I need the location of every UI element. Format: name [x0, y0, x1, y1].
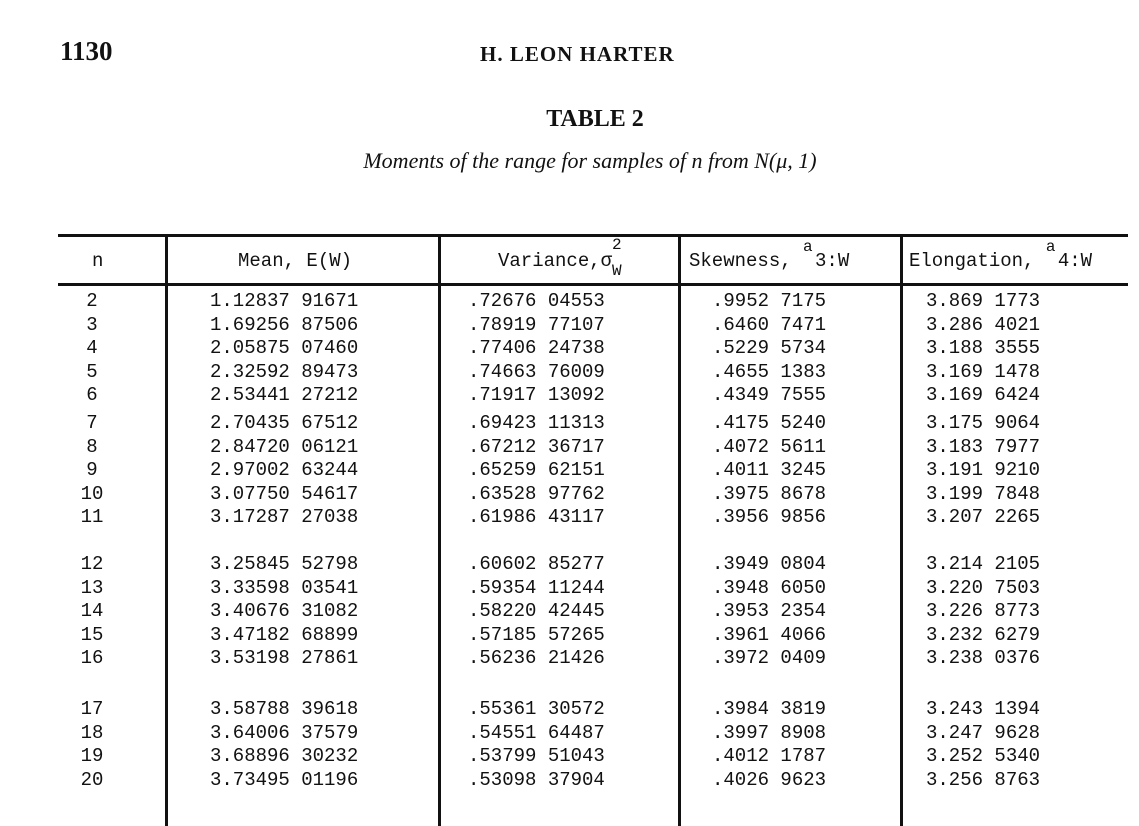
cell-mean: 3.07750 54617 [210, 482, 359, 505]
cell-variance: .57185 57265 [468, 623, 605, 646]
cell-variance: .61986 43117 [468, 506, 605, 529]
cell-mean: 3.33598 03541 [210, 576, 359, 599]
cell-skewness: .3948 6050 [712, 576, 827, 599]
cell-skewness: .4026 9623 [712, 768, 827, 791]
cell-mean: 3.40676 31082 [210, 600, 359, 623]
cell-mean: 3.73495 01196 [210, 768, 359, 791]
cell-elongation: 3.188 3555 [926, 337, 1041, 360]
cell-skewness: .9952 7175 [712, 290, 827, 312]
cell-mean: 2.05875 07460 [210, 337, 359, 360]
cell-mean: 3.64006 37579 [210, 721, 359, 744]
cell-n: 10 [80, 482, 104, 505]
header-skewness-sub: 3:W [815, 250, 850, 272]
cell-elongation: 3.869 1773 [926, 290, 1041, 312]
cell-mean: 3.58788 39618 [210, 698, 359, 720]
cell-n: 6 [86, 384, 98, 407]
cell-skewness: .3972 0409 [712, 647, 827, 670]
cell-skewness: .3961 4066 [712, 623, 827, 646]
cell-mean: 2.32592 89473 [210, 360, 359, 383]
cell-elongation: 3.247 9628 [926, 721, 1041, 744]
cell-variance: .77406 24738 [468, 337, 605, 360]
cell-n: 9 [86, 459, 98, 482]
cell-skewness: .3953 2354 [712, 600, 827, 623]
cell-skewness: .3997 8908 [712, 721, 827, 744]
cell-skewness: .3984 3819 [712, 698, 827, 720]
cell-n: 2 [86, 290, 98, 312]
header-elongation-sup: a [1045, 238, 1056, 256]
cell-elongation: 3.169 6424 [926, 384, 1041, 407]
cell-skewness: .4655 1383 [712, 360, 827, 383]
header-skewness-label: Skewness, [689, 250, 792, 272]
cell-variance: .54551 64487 [468, 721, 605, 744]
cell-n: 20 [80, 768, 104, 791]
header-variance [498, 236, 622, 280]
cell-mean: 1.69256 87506 [210, 313, 359, 336]
column-divider [900, 236, 903, 826]
cell-n: 14 [80, 600, 104, 623]
cell-skewness: .3949 0804 [712, 553, 827, 575]
cell-variance: .53098 37904 [468, 768, 605, 791]
cell-elongation: 3.256 8763 [926, 768, 1041, 791]
cell-n: 17 [80, 698, 104, 720]
cell-variance: .59354 11244 [468, 576, 605, 599]
cell-variance: .72676 04553 [468, 290, 605, 312]
cell-variance: .71917 13092 [468, 384, 605, 407]
cell-skewness: .5229 5734 [712, 337, 827, 360]
cell-elongation: 3.252 5340 [926, 745, 1041, 768]
cell-variance: .67212 36717 [468, 435, 605, 458]
cell-elongation: 3.169 1478 [926, 360, 1041, 383]
cell-n: 8 [86, 435, 98, 458]
cell-variance: .69423 11313 [468, 412, 605, 434]
header-skewness-sup: a [803, 238, 813, 256]
header-mean: Mean, E(W) [238, 250, 353, 272]
cell-n: 18 [80, 721, 104, 744]
header-elongation-sub: 4:W [1057, 250, 1093, 272]
cell-elongation: 3.207 2265 [926, 506, 1041, 529]
cell-n: 5 [86, 360, 98, 383]
cell-elongation: 3.243 1394 [926, 698, 1041, 720]
cell-skewness: .3956 9856 [712, 506, 827, 529]
column-divider [165, 236, 168, 826]
cell-elongation: 3.191 9210 [926, 459, 1041, 482]
cell-variance: .60602 85277 [468, 553, 605, 575]
cell-skewness: .3975 8678 [712, 482, 827, 505]
cell-mean: 3.25845 52798 [210, 553, 359, 575]
cell-n: 7 [86, 412, 98, 434]
cell-mean: 1.12837 91671 [210, 290, 359, 312]
cell-elongation: 3.214 2105 [926, 553, 1041, 575]
cell-elongation: 3.232 6279 [926, 623, 1041, 646]
cell-mean: 3.53198 27861 [210, 647, 359, 670]
cell-elongation: 3.175 9064 [926, 412, 1041, 434]
cell-elongation: 3.183 7977 [926, 435, 1041, 458]
cell-n: 16 [80, 647, 104, 670]
table-title: TABLE 2 [546, 106, 644, 132]
cell-n: 11 [80, 506, 104, 529]
column-divider [678, 236, 681, 826]
cell-variance: .55361 30572 [468, 698, 605, 720]
cell-mean: 2.70435 67512 [210, 412, 359, 434]
running-head: H. LEON HARTER [480, 42, 675, 66]
cell-elongation: 3.199 7848 [926, 482, 1041, 505]
page-number: 1130 [60, 36, 113, 66]
cell-n: 19 [80, 745, 104, 768]
cell-skewness: .4011 3245 [712, 459, 827, 482]
cell-skewness: .4072 5611 [712, 435, 827, 458]
header-elongation [909, 238, 1093, 272]
header-skewness [689, 238, 850, 272]
cell-variance: .78919 77107 [468, 313, 605, 336]
table-top-rule [58, 234, 1128, 237]
cell-mean: 3.47182 68899 [210, 623, 359, 646]
cell-elongation: 3.238 0376 [926, 647, 1041, 670]
cell-mean: 2.53441 27212 [210, 384, 359, 407]
cell-elongation: 3.226 8773 [926, 600, 1041, 623]
header-elongation-label: Elongation, [909, 250, 1035, 272]
cell-n: 3 [86, 313, 98, 336]
cell-skewness: .4012 1787 [712, 745, 827, 768]
cell-variance: .53799 51043 [468, 745, 605, 768]
cell-mean: 2.84720 06121 [210, 435, 359, 458]
cell-elongation: 3.286 4021 [926, 313, 1041, 336]
cell-n: 13 [80, 576, 104, 599]
cell-n: 12 [80, 553, 104, 575]
table-header-rule [58, 283, 1128, 286]
cell-variance: .58220 42445 [468, 600, 605, 623]
cell-mean: 3.68896 30232 [210, 745, 359, 768]
cell-n: 4 [86, 337, 98, 360]
cell-n: 15 [80, 623, 104, 646]
header-variance-label: Variance,σ [498, 250, 613, 272]
cell-skewness: .4175 5240 [712, 412, 827, 434]
header-variance-sub: W [612, 261, 622, 280]
cell-variance: .63528 97762 [468, 482, 605, 505]
table-caption: Moments of the range for samples of n from N(μ, 1) [363, 148, 817, 173]
cell-mean: 3.17287 27038 [210, 506, 359, 529]
cell-variance: .56236 21426 [468, 647, 605, 670]
cell-skewness: .4349 7555 [712, 384, 827, 407]
header-n: n [92, 250, 104, 272]
cell-variance: .74663 76009 [468, 360, 605, 383]
header-variance-sup: 2 [612, 236, 622, 254]
cell-mean: 2.97002 63244 [210, 459, 359, 482]
column-divider [438, 236, 441, 826]
cell-elongation: 3.220 7503 [926, 576, 1041, 599]
cell-skewness: .6460 7471 [712, 313, 827, 336]
cell-variance: .65259 62151 [468, 459, 605, 482]
